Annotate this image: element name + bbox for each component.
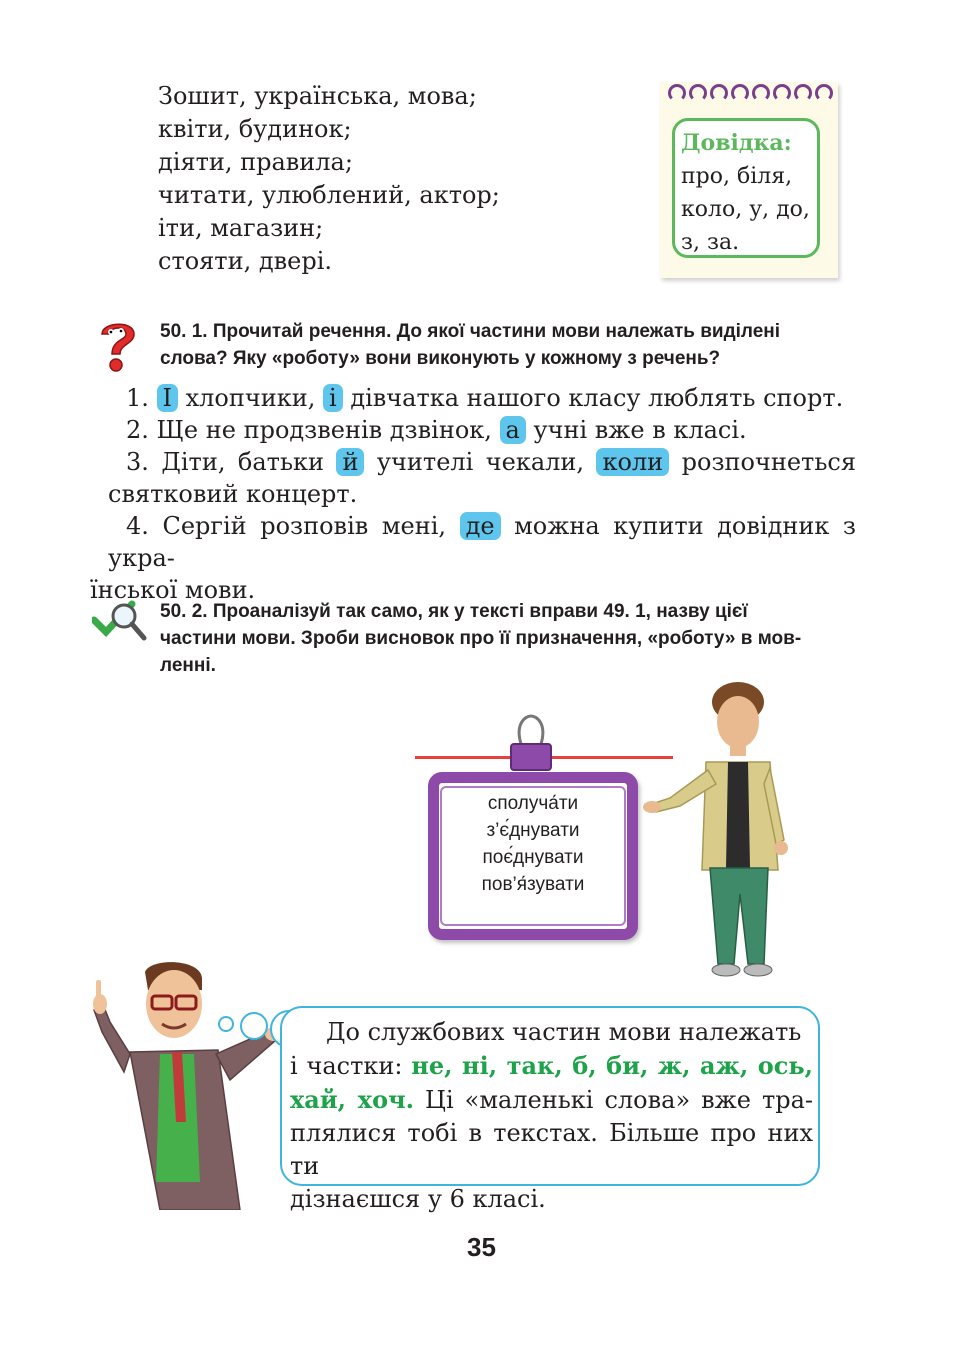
sentence-text: можна купити довідник з укра- bbox=[108, 512, 856, 572]
sentence-text: дівчатка нашого класу люблять спорт. bbox=[342, 384, 844, 412]
highlighted-word: І bbox=[157, 384, 178, 412]
frame-word-list bbox=[440, 790, 626, 898]
highlighted-word: а bbox=[500, 416, 526, 444]
task-1-instructions bbox=[160, 318, 860, 372]
word-list-line: Зошит, українська, мова; bbox=[158, 82, 477, 110]
speech-bubble-text bbox=[290, 1016, 813, 1216]
sentence-3 bbox=[108, 446, 856, 510]
bubble-line: дізнаєшся у 6 класі. bbox=[290, 1185, 546, 1213]
sentence-4 bbox=[90, 510, 856, 606]
note-line: коло, у, до, bbox=[681, 197, 810, 222]
task-2-instructions bbox=[160, 598, 860, 679]
frame-word: поє́днувати bbox=[482, 847, 584, 868]
thought-circle bbox=[240, 1012, 268, 1040]
page-number: 35 bbox=[467, 1232, 496, 1262]
question-mark-icon bbox=[96, 318, 140, 374]
sentence-text: Сергій розповів мені, bbox=[162, 512, 460, 540]
boy-illustration bbox=[640, 680, 810, 980]
reference-note-card bbox=[660, 82, 838, 278]
particle-list: хай, хоч. bbox=[290, 1085, 414, 1114]
highlighted-word: коли bbox=[596, 448, 669, 476]
word-list-line: читати, улюблений, актор; bbox=[158, 181, 500, 209]
note-title: Довідка: bbox=[681, 130, 792, 156]
thought-circle bbox=[218, 1016, 234, 1032]
frame-word: пов’я́зувати bbox=[481, 874, 585, 895]
task-2-line: ленні. bbox=[160, 655, 216, 676]
sentence-number: 1. bbox=[126, 384, 157, 412]
sentence-text: розпочнеться святковий концерт. bbox=[108, 448, 856, 508]
sentence-text: учні вже в класі. bbox=[525, 416, 747, 444]
sentence-number: 3. bbox=[126, 448, 162, 476]
word-list-line: іти, магазин; bbox=[158, 214, 324, 242]
note-line: з, за. bbox=[681, 230, 740, 255]
bubble-line bbox=[290, 1049, 813, 1083]
bubble-line: плялися тобі в текстах. Більше про них ти bbox=[290, 1119, 813, 1180]
spiral-binding-icon bbox=[668, 84, 838, 106]
sentences-block bbox=[90, 382, 856, 606]
bubble-line bbox=[290, 1083, 813, 1117]
sentence-1 bbox=[108, 382, 856, 414]
bubble-text: Ці «маленькі слова» вже тра- bbox=[414, 1086, 814, 1114]
highlighted-word: де bbox=[460, 512, 501, 540]
word-list-line: діяти, правила; bbox=[158, 148, 353, 176]
particle-list: не, ні, так, б, би, ж, аж, ось, bbox=[411, 1051, 813, 1080]
frame-word: сполуча́ти bbox=[487, 793, 579, 814]
note-line: про, біля, bbox=[681, 164, 793, 189]
task-2-line: 50. 2. Проаналізуй так само, як у тексті вправи 49. 1, назву цієї bbox=[160, 601, 748, 622]
sentence-number: 2. bbox=[126, 416, 157, 444]
task-1-line: слова? Яку «роботу» вони виконують у кожному з речень? bbox=[160, 348, 721, 369]
magnifier-check-icon bbox=[92, 598, 148, 642]
teacher-illustration bbox=[90, 962, 290, 1210]
bubble-line: До службових частин мови належать bbox=[326, 1018, 802, 1046]
sentence-text: Ще не продзвенів дзвінок, bbox=[156, 416, 500, 444]
sentence-2 bbox=[108, 414, 856, 446]
highlighted-word: і bbox=[323, 384, 343, 412]
word-list bbox=[158, 80, 500, 278]
sentence-text: Діти, батьки bbox=[161, 448, 337, 476]
word-list-line: стояти, двері. bbox=[158, 247, 332, 275]
sentence-text: їнської мови. bbox=[90, 576, 256, 604]
sentence-text: хлопчики, bbox=[178, 384, 323, 412]
word-list-line: квіти, будинок; bbox=[158, 115, 352, 143]
frame-word: з’є́днувати bbox=[486, 820, 580, 841]
sentence-number: 4. bbox=[126, 512, 163, 540]
sentence-text: учителі чекали, bbox=[364, 448, 597, 476]
task-2-line: частини мови. Зроби висновок про її призначення, «роботу» в мов- bbox=[160, 628, 802, 649]
task-1-line: 50. 1. Прочитай речення. До якої частини мови належать виділені bbox=[160, 321, 781, 342]
binder-clip-icon bbox=[505, 714, 557, 774]
bubble-text: і частки: bbox=[290, 1052, 412, 1080]
highlighted-word: й bbox=[336, 448, 364, 476]
reference-note-box bbox=[672, 118, 820, 258]
